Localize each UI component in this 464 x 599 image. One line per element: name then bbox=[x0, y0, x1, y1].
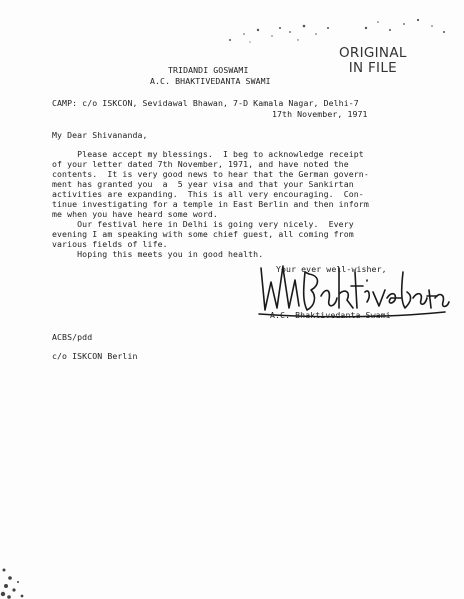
letter-date: 17th November, 1971 bbox=[272, 109, 368, 119]
body-line-8: Our festival here in Delhi is going very nicely. Every bbox=[52, 219, 354, 229]
body-line-5: activities are expanding. This is all very encouraging. Con- bbox=[52, 189, 364, 199]
closing: Your ever well-wisher, bbox=[276, 264, 387, 274]
body-line-11: Hoping this meets you in good health. bbox=[52, 249, 264, 259]
salutation: My Dear Shivananda, bbox=[52, 130, 148, 140]
body-line-4: ment has granted you a 5 year visa and that your Sankirtan bbox=[52, 179, 354, 189]
signatory-name: A.C. Bhaktivedanta Swami bbox=[270, 310, 391, 320]
carbon-copy-address: c/o ISKCON Berlin bbox=[52, 351, 138, 361]
stamp-line-1: ORIGINAL bbox=[339, 45, 407, 61]
scan-noise-bottom-left bbox=[0, 560, 30, 599]
body-line-6: tinue investigating for a temple in East Berlin and then inform bbox=[52, 199, 369, 209]
body-line-10: various fields of life. bbox=[52, 239, 168, 249]
body-line-2: of your letter dated 7th November, 1971, and have noted the bbox=[52, 159, 349, 169]
reference-initials: ACBS/pdd bbox=[52, 332, 93, 342]
letterhead-title: TRIDANDI GOSWAMI bbox=[168, 65, 249, 75]
letterhead-name: A.C. BHAKTIVEDANTA SWAMI bbox=[150, 76, 271, 86]
body-line-3: contents. It is very good news to hear that the German govern- bbox=[52, 169, 369, 179]
scan-noise-top bbox=[220, 22, 340, 52]
body-line-9: evening I am speaking with some chief guest, all coming from bbox=[52, 229, 354, 239]
scan-noise-top-right bbox=[360, 14, 450, 38]
body-line-1: Please accept my blessings. I beg to acknowledge receipt bbox=[52, 149, 364, 159]
camp-address: CAMP: c/o ISKCON, Sevidawal Bhawan, 7-D Kamala Nagar, Delhi-7 bbox=[52, 98, 359, 108]
stamp-line-2: IN FILE bbox=[348, 60, 397, 76]
original-in-file-stamp bbox=[339, 46, 407, 76]
body-line-7: me when you have heard some word. bbox=[52, 209, 218, 219]
